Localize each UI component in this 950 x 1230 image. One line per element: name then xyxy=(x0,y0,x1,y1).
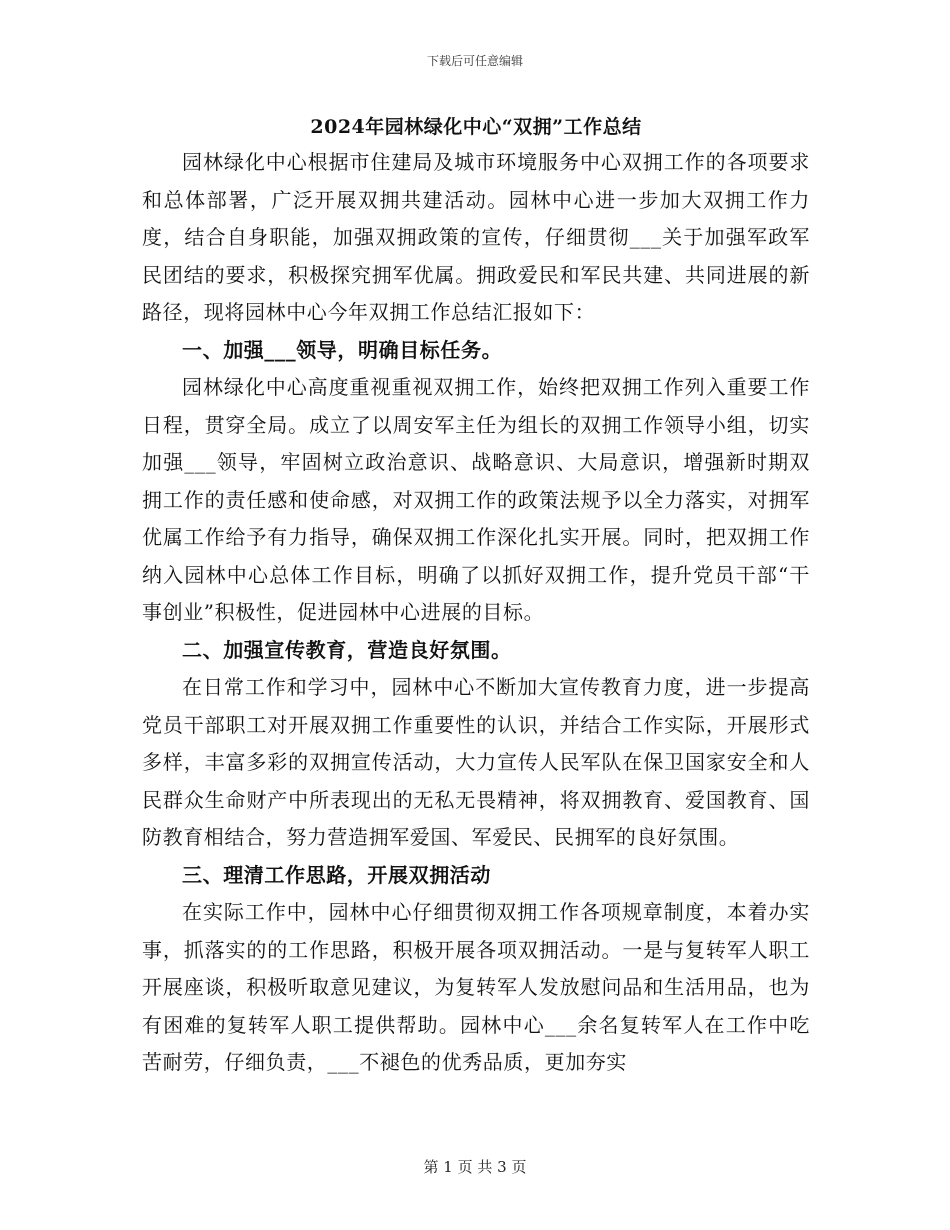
section-1-body: 园林绿化中心高度重视重视双拥工作，始终把双拥工作列入重要工作日程，贯穿全局。成立了以周安军主任为组长的双拥工作领导小组，切实加强___领导，牢固树立政治意识、战略意识、大局意识，增强新时期双拥工作的责任感和使命感，对双拥工作的政策法规予以全力落实，对拥军优属工作给予有力指导，确保双拥工作深化扎实开展。同时，把双拥工作纳入园林中心总体工作目标，明确了以抓好双拥工作，提升党员干部“干事创业”积极性，促进园林中心进展的目标。 xyxy=(142,375,810,624)
page-header-note: 下载后可任意编辑 xyxy=(426,54,523,68)
page-number-footer: 第 1 页 共 3 页 xyxy=(423,1158,527,1176)
intro-paragraph: 园林绿化中心根据市住建局及城市环境服务中心双拥工作的各项要求和总体部署，广泛开展双拥共建活动。园林中心进一步加大双拥工作力度，结合自身职能，加强双拥政策的宣传，仔细贯彻___关于加强军政军民团结的要求，积极探究拥军优属。拥政爱民和军民共建、共同进展的新路径，现将园林中心今年双拥工作总结汇报如下： xyxy=(142,150,810,324)
document-title: 2024年园林绿化中心“双拥”工作总结 xyxy=(310,116,642,138)
section-2-heading: 二、加强宣传教育，营造良好氛围。 xyxy=(182,637,512,662)
document-body xyxy=(142,112,810,1082)
section-2-body: 在日常工作和学习中，园林中心不断加大宣传教育力度，进一步提高党员干部职工对开展双拥工作重要性的认识，并结合工作实际，开展形式多样，丰富多彩的双拥宣传活动，大力宣传人民军队在保卫国家安全和人民群众生命财产中所表现出的无私无畏精神，将双拥教育、爱国教育、国防教育相结合，努力营造拥军爱国、军爱民、民拥军的良好氛围。 xyxy=(142,675,810,849)
section-1-heading: 一、加强___领导，明确目标任务。 xyxy=(182,337,503,362)
section-3-heading: 三、理清工作思路，开展双拥活动 xyxy=(182,862,491,887)
section-3-body: 在实际工作中，园林中心仔细贯彻双拥工作各项规章制度，本着办实事，抓落实的的工作思路，积极开展各项双拥活动。一是与复转军人职工开展座谈，积极听取意见建议，为复转军人发放慰问品和生活用品，也为有困难的复转军人职工提供帮助。园林中心___余名复转军人在工作中吃苦耐劳，仔细负责，___不褪色的优秀品质，更加夯实 xyxy=(142,900,810,1074)
